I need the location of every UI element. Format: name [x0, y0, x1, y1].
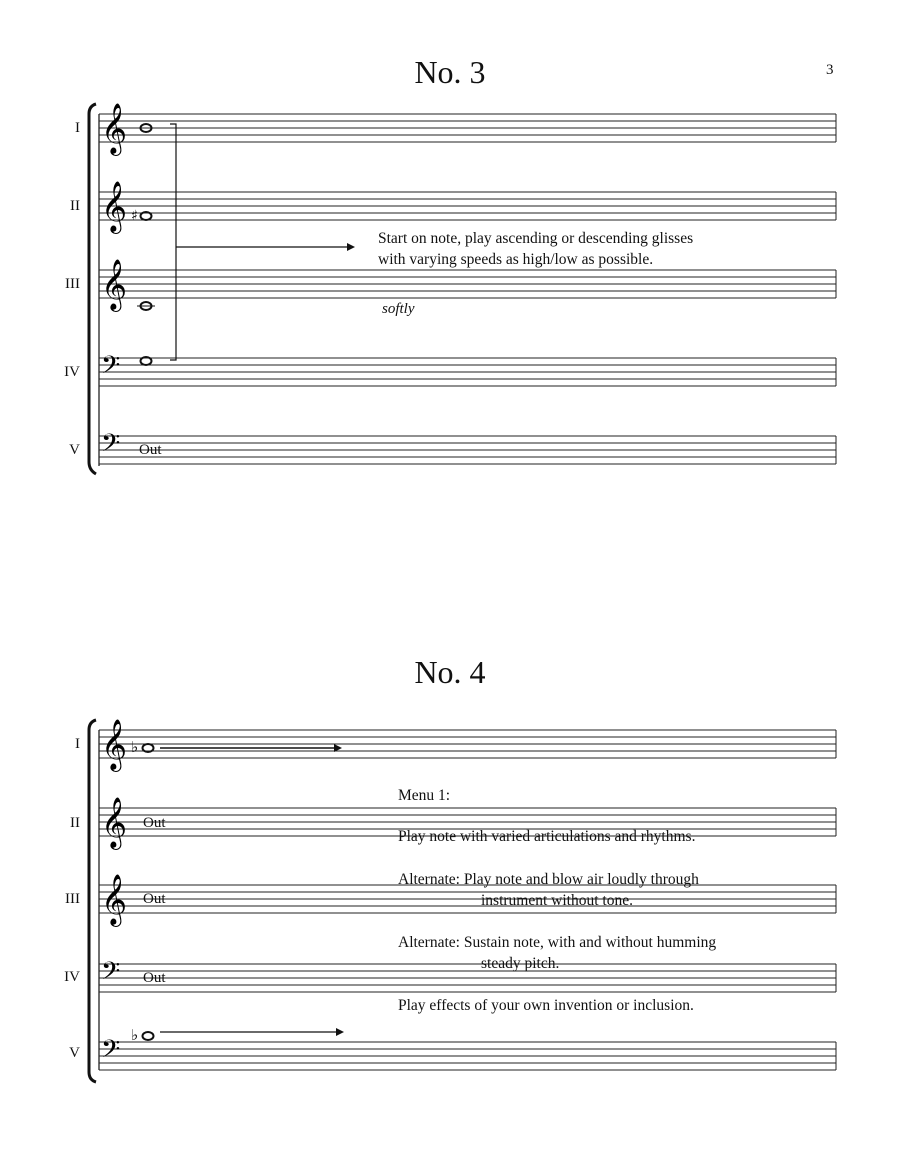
flat-5b: ♭	[131, 1026, 139, 1044]
part-label-4: IV	[64, 364, 80, 380]
menu-title: Menu 1:	[398, 787, 451, 804]
menu-item-3-line-2: steady pitch.	[481, 955, 560, 972]
part-label-3b: III	[65, 891, 80, 907]
menu-item-2-line-2: instrument without tone.	[481, 892, 633, 909]
part-label-3: III	[65, 276, 80, 292]
arrow-head-icon	[336, 1028, 344, 1036]
part-label-2b: II	[70, 815, 80, 831]
out-label-v: Out	[139, 442, 162, 458]
part-label-5: V	[69, 442, 80, 458]
staff-1b	[99, 730, 836, 758]
bass-clef-4b: 𝄢	[101, 957, 121, 992]
menu-item-2-line-1: Alternate: Play note and blow air loudly through	[398, 871, 699, 888]
whole-note-5b	[143, 1032, 154, 1040]
out-label-iv: Out	[143, 970, 166, 986]
out-label-iii: Out	[143, 891, 166, 907]
bass-clef-5: 𝄢	[101, 429, 121, 464]
treble-clef-1b: 𝄞	[101, 719, 128, 770]
menu-item-1: Play note with varied articulations and rhythms.	[398, 828, 696, 845]
treble-clef-2b: 𝄞	[101, 797, 128, 848]
piece-title-no4: No. 4	[414, 654, 486, 690]
staff-5b	[99, 1042, 836, 1070]
flat-1b: ♭	[131, 738, 139, 756]
treble-clef-1: 𝄞	[101, 103, 128, 154]
menu-item-3-line-1: Alternate: Sustain note, with and without humming	[398, 934, 717, 951]
treble-clef-3b: 𝄞	[101, 874, 128, 925]
bass-clef-4: 𝄢	[101, 351, 121, 386]
part-label-4b: IV	[64, 969, 80, 985]
part-label-5b: V	[69, 1045, 80, 1061]
system-brace-2	[89, 720, 96, 1082]
treble-clef-2: 𝄞	[101, 181, 128, 232]
dynamic-marking: softly	[382, 301, 415, 317]
page-number: 3	[826, 62, 834, 78]
part-label-2: II	[70, 198, 80, 214]
part-label-1b: I	[75, 736, 80, 752]
instruction-line-1: Start on note, play ascending or descending glisses	[378, 230, 694, 247]
menu-item-4: Play effects of your own invention or inclusion.	[398, 997, 694, 1014]
bass-clef-5b: 𝄢	[101, 1035, 121, 1070]
instruction-line-2: with varying speeds as high/low as possible.	[378, 251, 654, 268]
out-label-ii: Out	[143, 815, 166, 831]
part-label-1: I	[75, 120, 80, 136]
piece-title-no3: No. 3	[414, 54, 486, 90]
sharp-2: ♯	[131, 208, 138, 224]
treble-clef-3: 𝄞	[101, 259, 128, 310]
